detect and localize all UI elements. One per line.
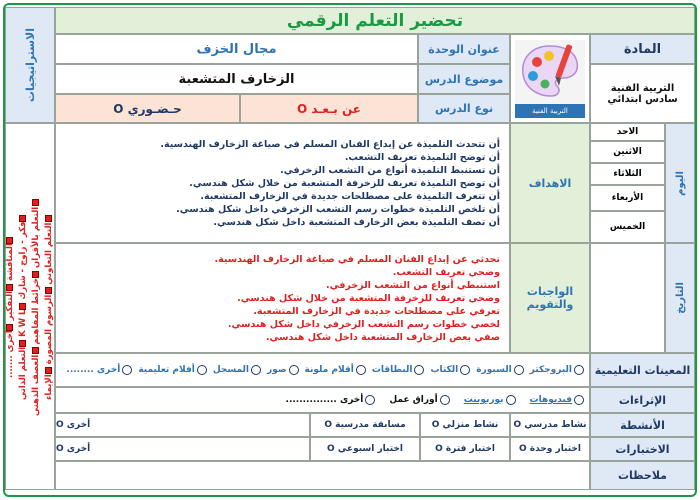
- enrichment-option[interactable]: بوربوينت: [464, 395, 516, 405]
- aids-label-cell: [590, 353, 695, 387]
- subject-value-line1: التربية الفنية: [610, 82, 675, 94]
- lesson-type-inperson[interactable]: حـضـوري O: [113, 101, 182, 116]
- day-monday[interactable]: الاثنين: [590, 141, 665, 163]
- homework-item: تعرفي على مصطلحات جديدة في الزخارف المتشعبة.: [253, 305, 500, 317]
- lesson-value-cell: [55, 64, 418, 94]
- homework-label-cell: [510, 243, 590, 353]
- date-label-cell: [665, 243, 695, 353]
- aids-option[interactable]: البطاقات: [372, 365, 425, 375]
- strategies-col-4: المناقشة التفكير أخرى .......: [5, 130, 16, 485]
- goals-list: [55, 123, 510, 243]
- enrichment-label: الإثراءات: [618, 393, 667, 407]
- goal-item: أن تستنبط التلميذة أنواع من التشعب الزخرفي.: [280, 164, 500, 176]
- lesson-label-cell: [418, 64, 510, 94]
- homework-item: صفي بعض الزخارف المتشعبة داخل شكل هندسي.: [265, 331, 500, 343]
- test-unit[interactable]: اختبار وحدة O: [510, 437, 590, 461]
- goal-item: أن تصف التلميذة بعض الزخارف المتشعبة داخل شكل هندسي.: [213, 216, 500, 228]
- enrichment-option[interactable]: أخرى ...............: [286, 395, 376, 405]
- aids-option[interactable]: صور: [267, 365, 299, 375]
- goal-item: أن تتحدث التلميذة عن إبداع الفنان المسلم في صياغة الزخارف الهندسية.: [160, 138, 500, 150]
- activity-contest[interactable]: مسابقة مدرسية O: [310, 413, 420, 437]
- lesson-value: الزخارف المتشعبة: [178, 71, 295, 87]
- enrichment-label-cell: [590, 387, 695, 413]
- aids-option[interactable]: أفلام تعليمية: [138, 365, 207, 375]
- activity-other[interactable]: أخرى O: [55, 413, 310, 437]
- homework-item: استنبطي أنواع من التشعب الزخرفي.: [325, 279, 500, 291]
- homework-label-2: والتقويم: [526, 298, 574, 311]
- subject-label-cell: [590, 34, 695, 64]
- aids-option[interactable]: السبورة: [476, 365, 523, 375]
- tests-label-cell: [590, 437, 695, 461]
- enrichment-option[interactable]: فيديوهات: [530, 395, 584, 405]
- lesson-type-remote[interactable]: عن بـعـد O: [297, 101, 361, 116]
- aids-option[interactable]: الكتاب: [430, 365, 470, 375]
- goal-item: أن توضح التلميذة تعريف التشعب.: [344, 151, 500, 163]
- palette-icon: [515, 40, 585, 118]
- homework-list: [55, 243, 510, 353]
- subject-value-line2: سادس ابتدائي: [607, 93, 678, 105]
- goal-item: أن تلخص التلميذة خطوات رسم التشعب الزخرفي داخل شكل هندسي.: [176, 203, 500, 215]
- subject-label: المادة: [623, 41, 662, 57]
- strategies-col-1: التعلم التعاوني الرسوم المصورة الإيماء: [44, 130, 55, 485]
- day-wednesday[interactable]: الأربعاء: [590, 185, 665, 211]
- unit-label-cell: [418, 34, 510, 64]
- aids-option[interactable]: أخرى ........: [66, 365, 132, 375]
- subject-icon-caption: التربية الفنية: [515, 104, 585, 118]
- homework-label-1: الواجبات: [526, 285, 574, 298]
- notes-field[interactable]: [55, 461, 590, 490]
- test-weekly[interactable]: اختبار اسبوعي O: [310, 437, 420, 461]
- homework-item: وضحي تعريف للزخرفة المتشعبة من خلال شكل هندسي.: [237, 292, 500, 304]
- unit-value: مجال الخزف: [196, 41, 277, 57]
- page-title: تحضير التعلم الرقمي: [286, 10, 464, 31]
- aids-label: المعينات التعليمية: [594, 363, 691, 377]
- strategies-title: الاستراتيجيات: [23, 27, 37, 103]
- strategies-col-2: التعلم بالأقران خرائط المفاهيم العصف الذهني: [31, 130, 42, 485]
- strategies-list: [5, 123, 55, 490]
- subject-value-cell: [590, 64, 695, 123]
- unit-label: عنوان الوحدة: [428, 42, 500, 56]
- test-other[interactable]: أخرى O: [55, 437, 310, 461]
- enrichment-option[interactable]: أوراق عمل: [389, 395, 449, 405]
- activities-label: الأنشطة: [620, 418, 665, 432]
- date-label: التاريخ: [674, 282, 686, 314]
- activity-school[interactable]: نشاط مدرسي O: [510, 413, 590, 437]
- aids-options: [55, 353, 590, 387]
- unit-value-cell: [55, 34, 418, 64]
- goal-item: أن تتعرف التلميذة على مصطلحات جديدة في الزخارف المتشعبة.: [200, 190, 500, 202]
- goal-item: أن توضح التلميذة تعريف للزخرفة المتشعبة من خلال شكل هندسي.: [189, 177, 500, 189]
- homework-item: تحدثي عن إبداع الفنان المسلم في صياغة الزخارف الهندسية.: [214, 253, 500, 265]
- test-period[interactable]: اختبار فترة O: [420, 437, 510, 461]
- notes-label-cell: [590, 461, 695, 490]
- homework-item: وضحي تعريف التشعب.: [392, 266, 500, 278]
- date-value-cell[interactable]: [590, 243, 665, 353]
- strategies-col-3: فكر - زاوج - شارك K W L التعلم الذاتي: [18, 130, 29, 485]
- lesson-type-inperson-cell[interactable]: [55, 94, 240, 123]
- aids-option[interactable]: المسجل: [213, 365, 261, 375]
- tests-label: الاختبارات: [615, 442, 670, 456]
- goals-label-cell: [510, 123, 590, 243]
- notes-label: ملاحظات: [618, 469, 667, 482]
- day-sunday[interactable]: الاحد: [590, 123, 665, 141]
- lesson-label: موضوع الدرس: [424, 72, 504, 86]
- activity-home[interactable]: نشاط منزلي O: [420, 413, 510, 437]
- homework-item: لخصي خطوات رسم التشعب الزخرفي داخل شكل هندسي.: [227, 318, 500, 330]
- enrichment-options: [55, 387, 590, 413]
- lesson-type-label: نوع الدرس: [434, 102, 494, 115]
- day-tuesday[interactable]: الثلاثاء: [590, 163, 665, 185]
- strategies-header: [5, 7, 55, 123]
- aids-option[interactable]: البروجكتر: [530, 365, 584, 375]
- day-label-cell: [665, 123, 695, 243]
- activities-label-cell: [590, 413, 695, 437]
- day-thursday[interactable]: الخميس: [590, 211, 665, 243]
- header-title-cell: [55, 7, 695, 34]
- goals-label: الاهداف: [528, 176, 572, 190]
- lesson-type-label-cell: [418, 94, 510, 123]
- day-label: اليوم: [674, 170, 686, 196]
- lesson-type-remote-cell[interactable]: [240, 94, 418, 123]
- aids-option[interactable]: أقلام ملونة: [305, 365, 366, 375]
- subject-icon-cell: [510, 34, 590, 123]
